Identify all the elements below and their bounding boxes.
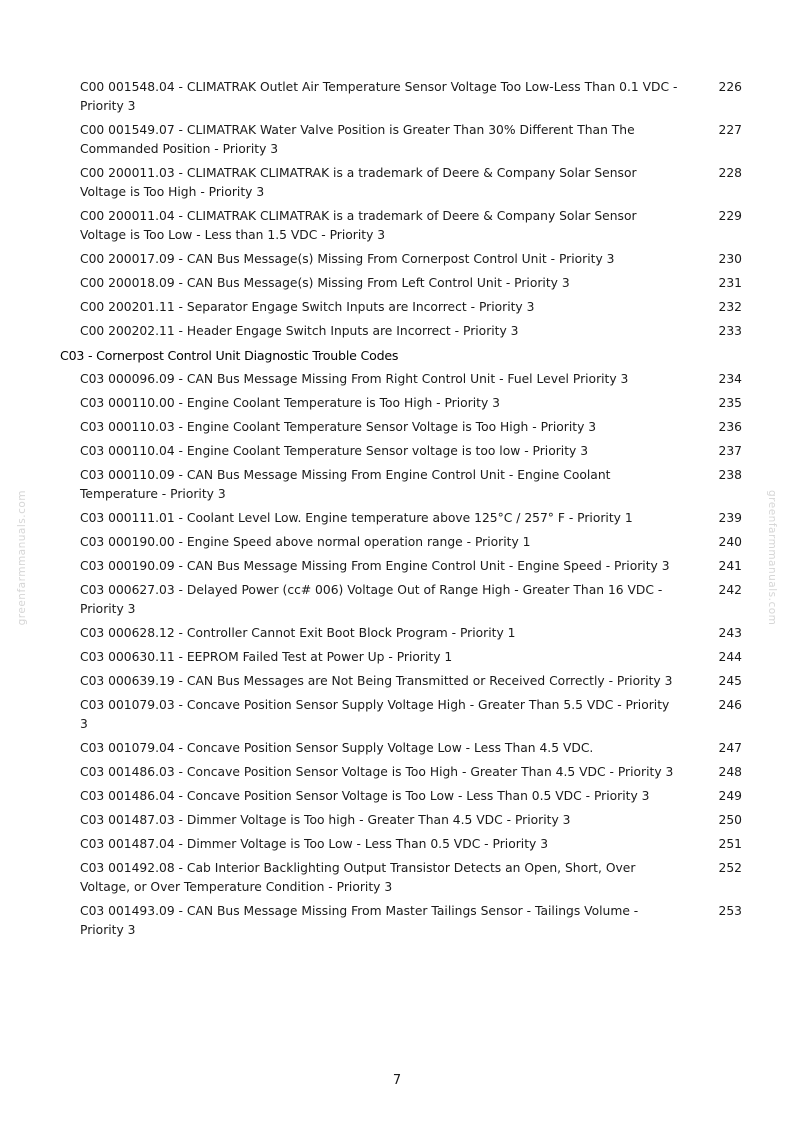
toc-entry-page: 230 xyxy=(718,252,742,266)
toc-entry[interactable] xyxy=(60,164,750,202)
toc-entry[interactable] xyxy=(60,370,750,389)
toc-entry-page: 239 xyxy=(718,511,742,525)
toc-entry[interactable] xyxy=(60,121,750,159)
toc-entry[interactable] xyxy=(60,557,750,576)
toc-entry-title: C03 000628.12 - Controller Cannot Exit Boot Block Program - Priority 1 xyxy=(80,626,516,640)
toc-entry[interactable] xyxy=(60,322,750,341)
toc-entry[interactable] xyxy=(60,763,750,782)
toc-entry-page: 231 xyxy=(718,276,742,290)
toc-entry-title: C00 200011.04 - CLIMATRAK CLIMATRAK is a trademark of Deere & Company Solar Sensor Voltage is Too Low - Less than 1.5 VDC - Priority 3 xyxy=(80,209,637,242)
toc-entry[interactable] xyxy=(60,739,750,758)
watermark-left: greenfarmmanuals.com xyxy=(16,490,28,626)
toc-entry-page: 242 xyxy=(718,583,742,597)
toc-entry[interactable] xyxy=(60,250,750,269)
toc-entry-page: 251 xyxy=(718,837,742,851)
toc-entry-page: 245 xyxy=(718,674,742,688)
toc-entry-page: 229 xyxy=(718,209,742,223)
toc-entry-page: 228 xyxy=(718,166,742,180)
watermark-right: greenfarmmanuals.com xyxy=(766,490,778,626)
toc-entry[interactable] xyxy=(60,78,750,116)
toc-entry-title: C03 000110.03 - Engine Coolant Temperature Sensor Voltage is Too High - Priority 3 xyxy=(80,420,597,434)
toc-entry-title: C03 000110.04 - Engine Coolant Temperature Sensor voltage is too low - Priority 3 xyxy=(80,444,589,458)
toc-entry-title: C03 001493.09 - CAN Bus Message Missing From Master Tailings Sensor - Tailings Volume - Priority 3 xyxy=(80,904,639,937)
toc-entry-page: 244 xyxy=(718,650,742,664)
toc-entry[interactable] xyxy=(60,581,750,619)
toc-entry-page: 233 xyxy=(718,324,742,338)
toc-entry-title: C03 001492.08 - Cab Interior Backlighting Output Transistor Detects an Open, Short, Over Voltage, or Over Temperature Condition - Priority 3 xyxy=(80,861,636,894)
toc-entry-page: 234 xyxy=(718,372,742,386)
toc-entry-title: C03 000096.09 - CAN Bus Message Missing From Right Control Unit - Fuel Level Priority 3 xyxy=(80,372,629,386)
toc-entry-page: 250 xyxy=(718,813,742,827)
toc-entry-title: C03 000110.09 - CAN Bus Message Missing From Engine Control Unit - Engine Coolant Temperature - Priority 3 xyxy=(80,468,611,501)
toc-entry[interactable] xyxy=(60,394,750,413)
toc-entry-title: C03 001487.03 - Dimmer Voltage is Too high - Greater Than 4.5 VDC - Priority 3 xyxy=(80,813,571,827)
toc-entry-title: C00 200018.09 - CAN Bus Message(s) Missing From Left Control Unit - Priority 3 xyxy=(80,276,570,290)
toc-entry-title: C03 000111.01 - Coolant Level Low. Engine temperature above 125°C / 257° F - Priority 1 xyxy=(80,511,633,525)
toc-entry-title: C03 000110.00 - Engine Coolant Temperature is Too High - Priority 3 xyxy=(80,396,500,410)
toc-entry-title: C00 001548.04 - CLIMATRAK Outlet Air Temperature Sensor Voltage Too Low-Less Than 0.1 VDC - Priority 3 xyxy=(80,80,678,113)
toc-entry-page: 237 xyxy=(718,444,742,458)
toc-entry-title: C00 200011.03 - CLIMATRAK CLIMATRAK is a trademark of Deere & Company Solar Sensor Voltage is Too High - Priority 3 xyxy=(80,166,637,199)
toc-entry-page: 248 xyxy=(718,765,742,779)
toc-entry[interactable] xyxy=(60,672,750,691)
toc-group-c03 xyxy=(60,370,750,940)
toc-entry-page: 240 xyxy=(718,535,742,549)
toc-entry[interactable] xyxy=(60,509,750,528)
toc-entry[interactable] xyxy=(60,696,750,734)
toc-entry[interactable] xyxy=(60,648,750,667)
toc-entry-page: 252 xyxy=(718,861,742,875)
toc-entry-title: C00 200202.11 - Header Engage Switch Inputs are Incorrect - Priority 3 xyxy=(80,324,519,338)
toc-entry[interactable] xyxy=(60,902,750,940)
toc-entry-page: 236 xyxy=(718,420,742,434)
toc-entry-page: 227 xyxy=(718,123,742,137)
toc-entry-title: C03 000190.09 - CAN Bus Message Missing From Engine Control Unit - Engine Speed - Priority 3 xyxy=(80,559,670,573)
section-heading[interactable]: C03 - Cornerpost Control Unit Diagnostic Trouble Codes xyxy=(60,348,399,363)
toc-entry-title: C03 000639.19 - CAN Bus Messages are Not Being Transmitted or Received Correctly - Priority 3 xyxy=(80,674,673,688)
toc-entry[interactable] xyxy=(60,298,750,317)
toc-entry-title: C03 001486.03 - Concave Position Sensor Voltage is Too High - Greater Than 4.5 VDC - Priority 3 xyxy=(80,765,674,779)
toc-group-c00 xyxy=(60,78,750,341)
toc-entry[interactable] xyxy=(60,418,750,437)
toc-entry-title: C00 200017.09 - CAN Bus Message(s) Missing From Cornerpost Control Unit - Priority 3 xyxy=(80,252,615,266)
toc-entry[interactable] xyxy=(60,533,750,552)
toc-entry-page: 226 xyxy=(718,80,742,94)
toc-entry-title: C03 001079.04 - Concave Position Sensor Supply Voltage Low - Less Than 4.5 VDC. xyxy=(80,741,594,755)
toc-entry-title: C03 001079.03 - Concave Position Sensor Supply Voltage High - Greater Than 5.5 VDC - Priority 3 xyxy=(80,698,670,731)
table-of-contents xyxy=(60,78,750,945)
toc-entry[interactable] xyxy=(60,624,750,643)
page-number: 7 xyxy=(392,1073,402,1088)
toc-entry[interactable] xyxy=(60,466,750,504)
toc-entry-title: C03 000190.00 - Engine Speed above normal operation range - Priority 1 xyxy=(80,535,531,549)
toc-entry-page: 243 xyxy=(718,626,742,640)
toc-entry-page: 238 xyxy=(718,468,742,482)
toc-entry-page: 235 xyxy=(718,396,742,410)
toc-entry-page: 232 xyxy=(718,300,742,314)
toc-entry-title: C00 001549.07 - CLIMATRAK Water Valve Position is Greater Than 30% Different Than The Commanded Position - Priority 3 xyxy=(80,123,635,156)
toc-entry-page: 253 xyxy=(718,904,742,918)
toc-entry[interactable] xyxy=(60,207,750,245)
toc-entry-page: 249 xyxy=(718,789,742,803)
toc-entry-title: C03 000627.03 - Delayed Power (cc# 006) Voltage Out of Range High - Greater Than 16 VDC - Priority 3 xyxy=(80,583,663,616)
toc-entry-title: C00 200201.11 - Separator Engage Switch Inputs are Incorrect - Priority 3 xyxy=(80,300,535,314)
toc-entry[interactable] xyxy=(60,274,750,293)
toc-entry[interactable] xyxy=(60,859,750,897)
toc-entry[interactable] xyxy=(60,811,750,830)
toc-entry[interactable] xyxy=(60,787,750,806)
toc-entry-page: 246 xyxy=(718,698,742,712)
toc-entry-title: C03 001487.04 - Dimmer Voltage is Too Low - Less Than 0.5 VDC - Priority 3 xyxy=(80,837,549,851)
toc-entry-page: 241 xyxy=(718,559,742,573)
toc-entry[interactable] xyxy=(60,835,750,854)
toc-entry-page: 247 xyxy=(718,741,742,755)
toc-entry[interactable] xyxy=(60,442,750,461)
toc-entry-title: C03 001486.04 - Concave Position Sensor Voltage is Too Low - Less Than 0.5 VDC - Priority 3 xyxy=(80,789,650,803)
toc-entry-title: C03 000630.11 - EEPROM Failed Test at Power Up - Priority 1 xyxy=(80,650,453,664)
